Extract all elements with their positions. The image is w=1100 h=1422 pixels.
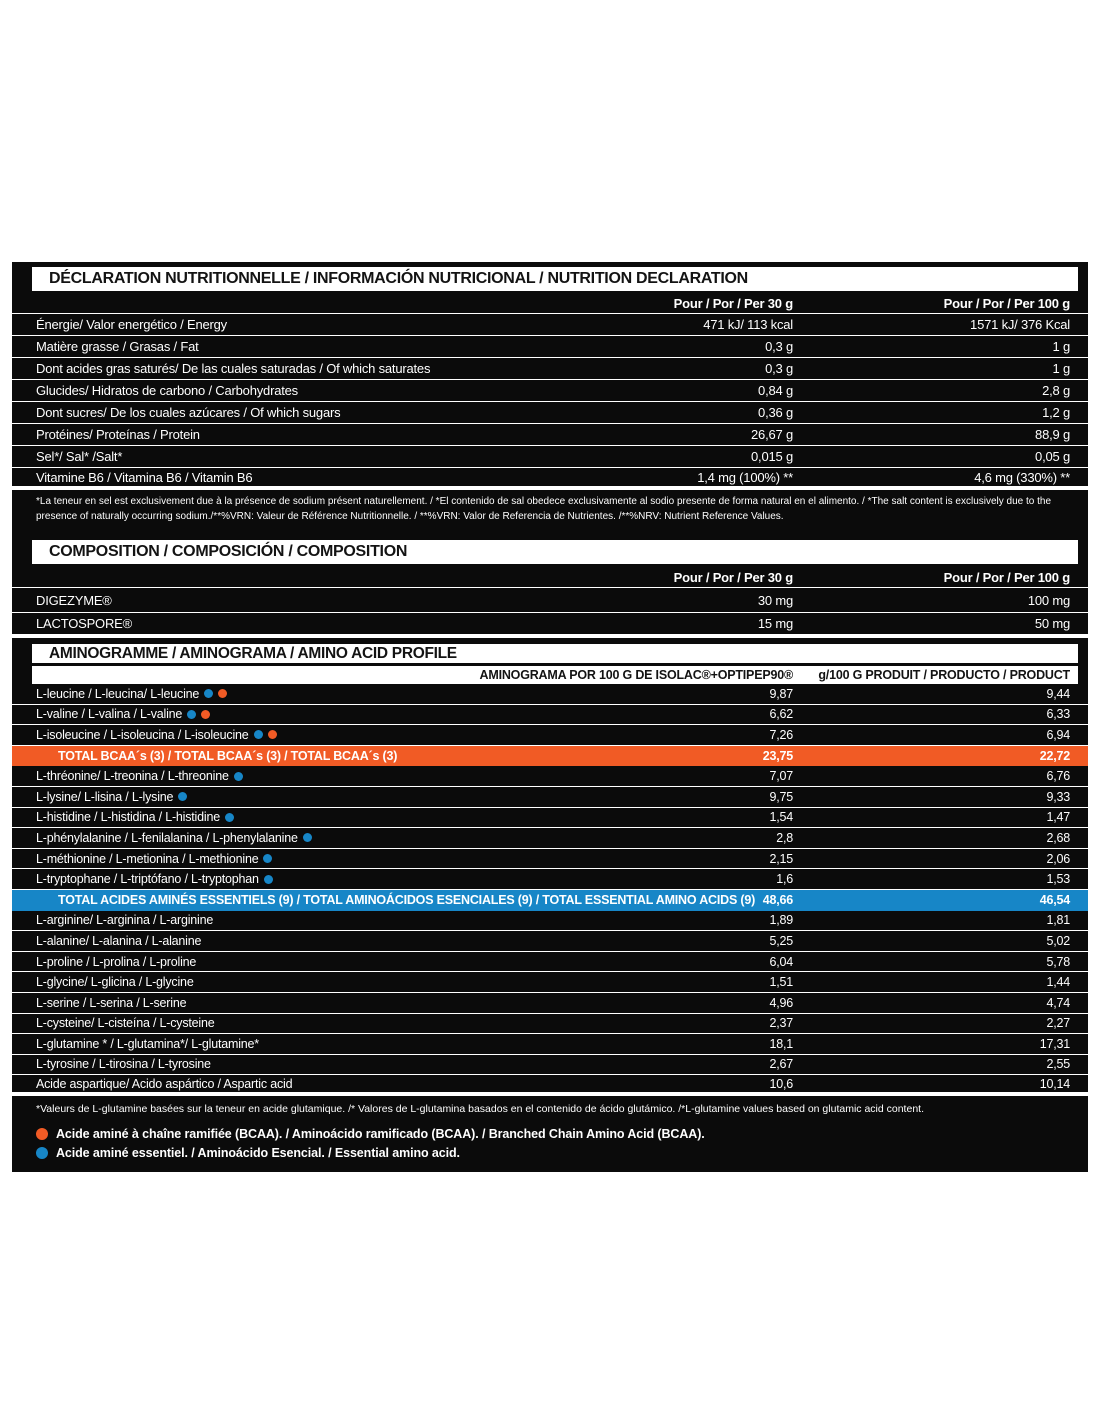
row-value-col1: 0,3 g xyxy=(765,339,793,354)
table-row xyxy=(12,869,1088,890)
row-label: L-thréonine/ L-treonina / L-threonine xyxy=(36,769,643,783)
table-row xyxy=(12,424,1088,446)
row-label: L-glutamine * / L-glutamina*/ L-glutamine* xyxy=(36,1036,259,1051)
row-label: Dont acides gras saturés/ De las cuales saturadas / Of which saturates xyxy=(36,361,431,376)
row-value-col2: 9,33 xyxy=(1046,789,1070,804)
row-value-col1: 1,51 xyxy=(769,975,793,990)
row-value-col2: 4,6 mg (330%) ** xyxy=(974,469,1070,485)
row-label: L-glycine/ L-glicina / L-glycine xyxy=(36,975,194,990)
row-label: Énergie/ Valor energético / Energy xyxy=(36,317,227,332)
table-row xyxy=(12,952,1088,973)
essential-dot-icon xyxy=(254,730,263,739)
composition-title: COMPOSITION / COMPOSICIÓN / COMPOSITION xyxy=(32,540,1078,564)
table-row xyxy=(12,931,1088,952)
amino-table xyxy=(12,684,1088,1096)
row-label: L-tyrosine / L-tirosina / L-tyrosine xyxy=(36,1057,211,1072)
row-value-col1: 23,75 xyxy=(762,748,793,763)
row-value-col1: 0,3 g xyxy=(765,361,793,376)
row-value-col1: 1,54 xyxy=(769,810,793,825)
row-label: Protéines/ Proteínas / Protein xyxy=(36,427,200,442)
table-row xyxy=(12,911,1088,932)
row-value-col1: 6,04 xyxy=(769,954,793,969)
row-value-col2: 1,53 xyxy=(1046,872,1070,887)
composition-table xyxy=(12,588,1088,638)
essential-dot-icon xyxy=(303,833,312,842)
table-row xyxy=(12,1055,1088,1076)
row-value-col1: 15 mg xyxy=(757,616,793,631)
essential-dot-icon xyxy=(264,875,273,884)
row-value-col1: 2,67 xyxy=(769,1057,793,1072)
row-label: L-arginine/ L-arginina / L-arginine xyxy=(36,913,214,928)
row-value-col2: 1 g xyxy=(1052,339,1070,354)
table-row xyxy=(12,446,1088,468)
amino-legend xyxy=(36,1125,1064,1163)
row-value-col1: 4,96 xyxy=(769,995,793,1010)
nutrition-table xyxy=(12,314,1088,490)
row-label: TOTAL ACIDES AMINÉS ESSENTIELS (9) / TOTAL AMINOÁCIDOS ESENCIALES (9) / TOTAL ESSENTIAL AMINO ACIDS (9) xyxy=(58,892,756,907)
row-label: L-méthionine / L-metionina / L-methionine xyxy=(36,852,643,866)
row-value-col1: 2,37 xyxy=(769,1016,793,1031)
row-label: L-cysteine/ L-cisteína / L-cysteine xyxy=(36,1016,215,1031)
row-label: L-serine / L-serina / L-serine xyxy=(36,995,187,1010)
table-row xyxy=(12,314,1088,336)
table-row xyxy=(12,725,1088,746)
row-value-col2: 0,05 g xyxy=(1035,449,1070,464)
bcaa-dot-icon xyxy=(201,710,210,719)
row-value-col1: 9,87 xyxy=(769,686,793,701)
row-value-col2: 17,31 xyxy=(1039,1036,1070,1051)
table-row xyxy=(12,705,1088,726)
row-value-col1: 2,8 xyxy=(776,830,793,845)
essential-dot-icon xyxy=(225,813,234,822)
row-value-col1: 6,62 xyxy=(769,707,793,722)
composition-column-headers xyxy=(12,568,1088,588)
row-label: Sel*/ Sal* /Salt* xyxy=(36,449,123,464)
row-label: L-leucine / L-leucina/ L-leucine xyxy=(36,687,643,701)
row-value-col1: 9,75 xyxy=(769,789,793,804)
row-value-col2: 1,2 g xyxy=(1042,405,1070,420)
row-value-col1: 0,015 g xyxy=(751,449,793,464)
table-row xyxy=(12,1014,1088,1035)
row-value-col1: 10,6 xyxy=(769,1076,793,1091)
legend-essential-label: Acide aminé essentiel. / Aminoácido Esencial. / Essential amino acid. xyxy=(56,1146,460,1161)
table-row xyxy=(12,588,1088,613)
col-header-per-100g: Pour / Por / Per 100 g xyxy=(943,570,1070,585)
essential-dot-icon xyxy=(187,710,196,719)
row-value-col2: 2,06 xyxy=(1046,851,1070,866)
row-label: L-alanine/ L-alanina / L-alanine xyxy=(36,933,202,948)
table-row xyxy=(12,336,1088,358)
row-value-col2: 50 mg xyxy=(1034,616,1070,631)
row-value-col2: 10,14 xyxy=(1039,1076,1070,1091)
row-value-col1: 26,67 g xyxy=(751,427,793,442)
table-row xyxy=(12,746,1088,767)
row-label: L-tryptophane / L-triptófano / L-tryptophan xyxy=(36,872,643,886)
col-header-per-100g: Pour / Por / Per 100 g xyxy=(943,296,1070,311)
row-value-col2: 1,44 xyxy=(1046,975,1070,990)
amino-profile-title: AMINOGRAMME / AMINOGRAMA / AMINO ACID PROFILE xyxy=(32,644,1078,663)
table-row xyxy=(12,1034,1088,1055)
nutrition-footnote: *La teneur en sel est exclusivement due à la présence de sodium présent naturellement. / *El contenido de sal obedece exclusivamente al sodio presente de forma natural en el alimento. / *The salt content is exclusively due to the presence of naturally occurring sodium./**%VRN: Valeur de Référence Nutritionnelle. / **%VRN: Valor de Referencia de Nutrientes. /**%NRV: Nutrient Reference Values. xyxy=(36,496,1052,522)
nutrition-column-headers xyxy=(12,294,1088,314)
row-value-col2: 4,74 xyxy=(1046,995,1070,1010)
table-row xyxy=(12,766,1088,787)
essential-dot-icon xyxy=(178,792,187,801)
row-value-col2: 100 mg xyxy=(1027,592,1070,608)
row-label: Matière grasse / Grasas / Fat xyxy=(36,339,199,354)
table-row xyxy=(12,380,1088,402)
essential-dot-icon xyxy=(263,854,272,863)
row-value-col2: 2,27 xyxy=(1046,1016,1070,1031)
row-value-col2: 2,68 xyxy=(1046,830,1070,845)
col-header-isolac: AMINOGRAMA POR 100 G DE ISOLAC®+OPTIPEP90® xyxy=(479,668,793,682)
row-label: L-isoleucine / L-isoleucina / L-isoleucine xyxy=(36,728,643,742)
table-row xyxy=(12,613,1088,638)
row-value-col1: 0,36 g xyxy=(758,405,793,420)
row-value-col1: 5,25 xyxy=(769,933,793,948)
col-header-per-30g: Pour / Por / Per 30 g xyxy=(673,296,793,311)
row-label: L-proline / L-prolina / L-proline xyxy=(36,954,197,969)
row-value-col1: 48,66 xyxy=(762,892,793,907)
row-label: L-histidine / L-histidina / L-histidine xyxy=(36,810,643,824)
row-value-col1: 18,1 xyxy=(769,1036,793,1051)
table-row xyxy=(12,358,1088,380)
table-row xyxy=(12,468,1088,490)
bcaa-dot-icon xyxy=(268,730,277,739)
row-label: DIGEZYME® xyxy=(36,592,112,608)
table-row xyxy=(12,684,1088,705)
table-row xyxy=(12,787,1088,808)
bcaa-dot-icon xyxy=(218,689,227,698)
row-value-col2: 5,78 xyxy=(1046,954,1070,969)
row-value-col1: 1,6 xyxy=(776,872,793,887)
row-value-col1: 1,89 xyxy=(769,913,793,928)
row-label: Glucides/ Hidratos de carbono / Carbohydrates xyxy=(36,383,298,398)
row-value-col1: 7,07 xyxy=(769,769,793,784)
row-label: Vitamine B6 / Vitamina B6 / Vitamin B6 xyxy=(36,469,253,485)
table-row xyxy=(12,828,1088,849)
row-value-col1: 30 mg xyxy=(757,592,793,608)
essential-dot-icon xyxy=(36,1147,48,1159)
row-label: LACTOSPORE® xyxy=(36,616,132,631)
row-value-col2: 22,72 xyxy=(1039,748,1070,763)
row-value-col2: 2,8 g xyxy=(1042,383,1070,398)
row-value-col2: 6,94 xyxy=(1046,727,1070,742)
col-header-product: g/100 G PRODUIT / PRODUCTO / PRODUCT xyxy=(818,668,1070,682)
row-label: L-phénylalanine / L-fenilalanina / L-phenylalanine xyxy=(36,831,643,845)
row-label: Dont sucres/ De los cuales azúcares / Of which sugars xyxy=(36,405,341,420)
amino-column-headers xyxy=(32,666,1078,684)
table-row xyxy=(12,808,1088,829)
table-row xyxy=(12,1075,1088,1096)
table-row xyxy=(12,972,1088,993)
legend-essential xyxy=(36,1144,1064,1163)
row-value-col2: 1,47 xyxy=(1046,810,1070,825)
row-value-col2: 2,55 xyxy=(1046,1057,1070,1072)
row-value-col2: 9,44 xyxy=(1046,686,1070,701)
nutrition-declaration-title: DÉCLARATION NUTRITIONNELLE / INFORMACIÓN NUTRICIONAL / NUTRITION DECLARATION xyxy=(32,267,1078,291)
row-label: TOTAL BCAA´s (3) / TOTAL BCAA´s (3) / TOTAL BCAA´s (3) xyxy=(58,748,398,763)
row-value-col1: 7,26 xyxy=(769,727,793,742)
bcaa-dot-icon xyxy=(36,1128,48,1140)
row-value-col2: 46,54 xyxy=(1039,892,1070,907)
col-header-per-30g: Pour / Por / Per 30 g xyxy=(673,570,793,585)
legend-bcaa xyxy=(36,1125,1064,1144)
row-value-col2: 1,81 xyxy=(1046,913,1070,928)
row-value-col2: 1571 kJ/ 376 Kcal xyxy=(970,317,1070,332)
amino-footnote: *Valeurs de L-glutamine basées sur la teneur en acide glutamique. /* Valores de L-glutamina basados en el contenido de ácido glutámico. /*L-glutamine values based on glutamic acid content. xyxy=(36,1102,924,1115)
nutrition-label-panel xyxy=(12,262,1088,1172)
row-label: L-valine / L-valina / L-valine xyxy=(36,707,643,721)
row-label: L-lysine/ L-lisina / L-lysine xyxy=(36,790,643,804)
row-value-col2: 1 g xyxy=(1052,361,1070,376)
row-value-col1: 0,84 g xyxy=(758,383,793,398)
row-value-col2: 5,02 xyxy=(1046,933,1070,948)
table-row xyxy=(12,849,1088,870)
table-row xyxy=(12,402,1088,424)
row-value-col2: 88,9 g xyxy=(1035,427,1070,442)
row-label: Acide aspartique/ Acido aspártico / Aspartic acid xyxy=(36,1076,293,1091)
row-value-col1: 471 kJ/ 113 kcal xyxy=(703,317,793,332)
table-row xyxy=(12,890,1088,911)
row-value-col1: 2,15 xyxy=(769,851,793,866)
essential-dot-icon xyxy=(204,689,213,698)
essential-dot-icon xyxy=(234,772,243,781)
table-row xyxy=(12,993,1088,1014)
row-value-col1: 1,4 mg (100%) ** xyxy=(697,469,793,485)
row-value-col2: 6,33 xyxy=(1046,707,1070,722)
legend-bcaa-label: Acide aminé à chaîne ramifiée (BCAA). / Aminoácido ramificado (BCAA). / Branched Chain Amino Acid (BCAA). xyxy=(56,1127,705,1142)
row-value-col2: 6,76 xyxy=(1046,769,1070,784)
